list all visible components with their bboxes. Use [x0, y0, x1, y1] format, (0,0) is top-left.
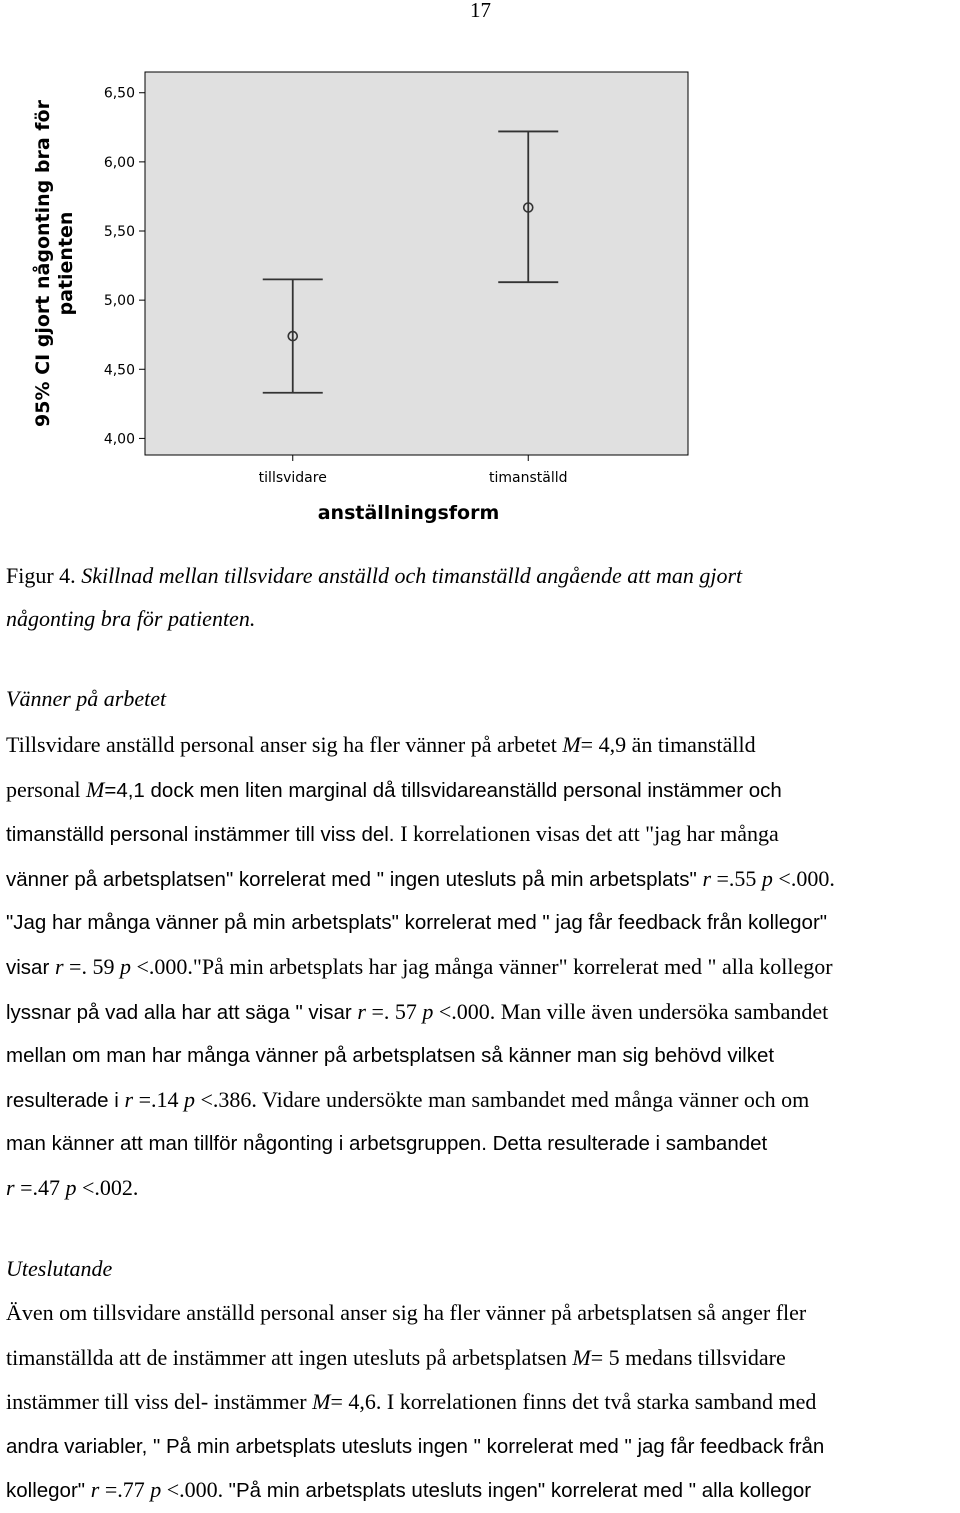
- y-axis-ticks: [104, 86, 145, 448]
- section-heading-friends: Vänner på arbetet: [6, 686, 167, 711]
- x-axis-title: anställningsform: [317, 502, 500, 524]
- y-tick-label: 6,00: [103, 154, 135, 171]
- section-heading-exclusion: Uteslutande: [6, 1256, 113, 1281]
- page-number: 17: [470, 0, 491, 22]
- text-line: personal M=4,1 dock men liten marginal då tillsvidareanställd personal instämmer och: [6, 776, 782, 802]
- text-line: "Jag har många vänner på min arbetsplats" korrelerat med " jag får feedback från kollegor": [6, 911, 828, 935]
- text-line: timanställd personal instämmer till viss del. I korrelationen visas det att "jag har många: [6, 821, 779, 847]
- text-line: instämmer till viss del- instämmer M= 4,6. I korrelationen finns det två starka samband med: [6, 1389, 817, 1415]
- y-axis-title: [30, 99, 77, 427]
- text-line: visar r =. 59 p <.000."På min arbetsplats har jag många vänner" korrelerat med " alla kollegor: [6, 953, 833, 979]
- paragraph-friends: [6, 723, 960, 1211]
- text-line: kollegor" r =.77 p <.000. "På min arbetsplats utesluts ingen" korrelerat med " alla kollegor: [6, 1477, 812, 1503]
- y-tick-label: 5,50: [103, 224, 135, 241]
- paragraph-exclusion: [6, 1291, 960, 1513]
- caption-lead: Figur 4.: [6, 563, 82, 588]
- text-line: vänner på arbetsplatsen" korrelerat med " ingen utesluts på min arbetsplats" r =.55 p <.000.: [6, 865, 835, 891]
- text-line: Tillsvidare anställd personal anser sig ha fler vänner på arbetet M= 4,9 än timanställd: [6, 732, 756, 757]
- text-line: r =.47 p <.002.: [6, 1174, 139, 1200]
- text-line: lyssnar på vad alla har att säga " visar r =. 57 p <.000. Man ville även undersöka sambandet: [6, 998, 829, 1024]
- x-category-label: tillsvidare: [258, 470, 327, 486]
- y-tick-label: 4,00: [103, 431, 135, 448]
- x-axis-categories: [259, 455, 568, 486]
- y-tick-label: 6,50: [103, 85, 135, 102]
- caption-text-1: Skillnad mellan tillsvidare anställd och timanställd angående att man gjort: [81, 563, 743, 588]
- text-line: andra variabler, " På min arbetsplats utesluts ingen " korrelerat med " jag får feedback från: [6, 1434, 825, 1458]
- plot-area: [145, 72, 688, 455]
- text-line: man känner att man tillför någonting i arbetsgruppen. Detta resulterade i sambandet: [6, 1132, 768, 1156]
- y-tick-label: 5,00: [103, 293, 135, 310]
- x-category-label: timanställd: [489, 470, 568, 486]
- y-axis-title-line: 95% CI gjort någonting bra för: [32, 100, 54, 427]
- error-bar-chart: [0, 60, 700, 530]
- y-axis-title-line: patienten: [55, 211, 77, 316]
- text-line: resulterade i r =.14 p <.386. Vidare undersökte man sambandet med många vänner och om: [6, 1086, 810, 1112]
- figure-caption: [6, 554, 936, 640]
- caption-text-2: någonting bra för patienten.: [6, 606, 256, 631]
- y-tick-label: 4,50: [103, 362, 135, 379]
- text-line: Även om tillsvidare anställd personal anser sig ha fler vänner på arbetsplatsen så anger fler: [6, 1300, 807, 1325]
- text-line: timanställda att de instämmer att ingen utesluts på arbetsplatsen M= 5 medans tillsvidare: [6, 1344, 786, 1370]
- text-line: mellan om man har många vänner på arbetsplatsen så känner man sig behövd vilket: [6, 1044, 775, 1068]
